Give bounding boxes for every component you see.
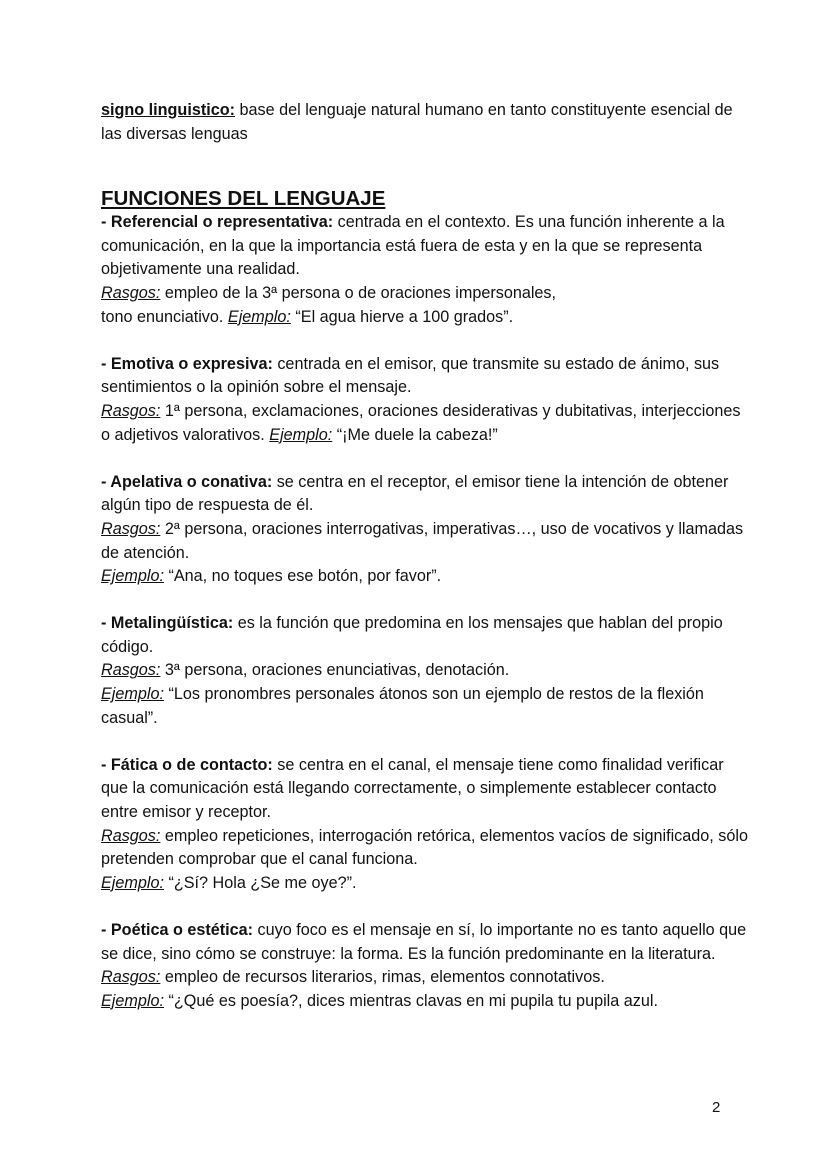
- function-name: - Poética o estética:: [101, 921, 254, 939]
- example-text: “¿Qué es poesía?, dices mientras clavas en mi pupila tu pupila azul.: [163, 991, 658, 1010]
- function-description: se centra en el receptor, el emisor tiene la intención de obtener algún tipo de respuesta de él.: [101, 472, 729, 515]
- rasgos-text: 3ª persona, oraciones enunciativas, denotación.: [160, 661, 510, 680]
- example-text: “El agua hierve a 100 grados”.: [290, 307, 514, 326]
- function-description: centrada en el contexto. Es una función inherente a la comunicación, en la que la importancia está fuera de esta y en la que se representa objetivamente una realidad.: [101, 213, 725, 279]
- ejemplo-line: [101, 990, 751, 1014]
- rasgos-label: Rasgos:: [101, 826, 161, 845]
- example-text: “¡Me duele la cabeza!”: [332, 425, 498, 444]
- function-referencial: [101, 211, 751, 329]
- ejemplo-line: [101, 872, 751, 896]
- page-number: 2: [712, 1099, 721, 1116]
- rasgos-text: empleo de la 3ª persona o de oraciones impersonales,: [160, 283, 557, 302]
- function-metalinguistica: [101, 612, 751, 730]
- function-apelativa: [101, 471, 751, 589]
- rasgos-text: 2ª persona, oraciones interrogativas, imperativas…, uso de vocativos y llamadas de atención.: [101, 519, 744, 562]
- document-page: [101, 99, 751, 1013]
- function-fatica: [101, 754, 751, 896]
- rasgos-text: empleo repeticiones, interrogación retórica, elementos vacíos de significado, sólo pretenden comprobar que el canal funciona.: [101, 826, 748, 869]
- rasgos-line: [101, 966, 751, 990]
- ejemplo-label: Ejemplo:: [101, 567, 164, 586]
- function-name: - Emotiva o expresiva:: [101, 354, 273, 373]
- section-title: FUNCIONES DEL LENGUAJE: [101, 187, 386, 211]
- example-text: “Los pronombres personales átonos son un ejemplo de restos de la flexión casual”.: [101, 685, 704, 727]
- function-description: centrada en el emisor, que transmite su estado de ánimo, sus sentimientos o la opinión sobre el mensaje.: [101, 354, 720, 397]
- intro-term: signo linguistico:: [101, 101, 235, 119]
- function-description: es la función que predomina en los mensajes que hablan del propio código.: [101, 614, 723, 656]
- rasgos-text: 1ª persona, exclamaciones, oraciones desiderativas y dubitativas, interjecciones o adjetivos valorativos.: [101, 401, 741, 444]
- rasgos-label: Rasgos:: [101, 661, 161, 680]
- rasgos-text-2: tono enunciativo.: [101, 307, 228, 326]
- function-emotiva: [101, 353, 751, 447]
- function-name: - Metalingüística:: [101, 614, 234, 633]
- intro-paragraph: [101, 99, 751, 146]
- ejemplo-label: Ejemplo:: [227, 307, 291, 326]
- ejemplo-label: Ejemplo:: [101, 991, 164, 1010]
- function-name: - Apelativa o conativa:: [101, 472, 273, 491]
- rasgos-line: [101, 518, 751, 565]
- function-name: - Referencial o representativa:: [101, 213, 334, 232]
- rasgos-text: empleo de recursos literarios, rimas, elementos connotativos.: [160, 968, 605, 987]
- function-description: se centra en el canal, el mensaje tiene como finalidad verificar que la comunicación está llegando correctamente, o simplemente establecer contacto entre emisor y receptor.: [101, 755, 724, 822]
- rasgos-line: [101, 282, 751, 306]
- function-description: cuyo foco es el mensaje en sí, lo importante no es tanto aquello que se dice, sino cómo se construye: la forma. Es la función predominante en la literatura.: [101, 921, 747, 963]
- rasgos-label: Rasgos:: [101, 401, 161, 420]
- rasgos-label: Rasgos:: [101, 519, 161, 538]
- rasgos-line: [101, 659, 751, 683]
- ejemplo-label: Ejemplo:: [101, 873, 164, 892]
- ejemplo-line: [101, 565, 751, 589]
- ejemplo-line: [101, 683, 751, 730]
- ejemplo-label: Ejemplo:: [269, 425, 333, 444]
- function-poetica: [101, 919, 751, 1013]
- rasgos-line: [101, 825, 751, 872]
- rasgos-label: Rasgos:: [101, 283, 161, 302]
- ejemplo-label: Ejemplo:: [101, 685, 164, 704]
- rasgos-label: Rasgos:: [101, 968, 161, 987]
- rasgos-line-2: [101, 306, 751, 330]
- rasgos-line: [101, 400, 751, 447]
- example-text: “¿Sí? Hola ¿Se me oye?”.: [163, 873, 357, 892]
- example-text: “Ana, no toques ese botón, por favor”.: [163, 567, 442, 586]
- function-name: - Fática o de contacto:: [101, 755, 273, 774]
- intro-text: base del lenguaje natural humano en tanto constituyente esencial de las diversas lenguas: [101, 101, 733, 143]
